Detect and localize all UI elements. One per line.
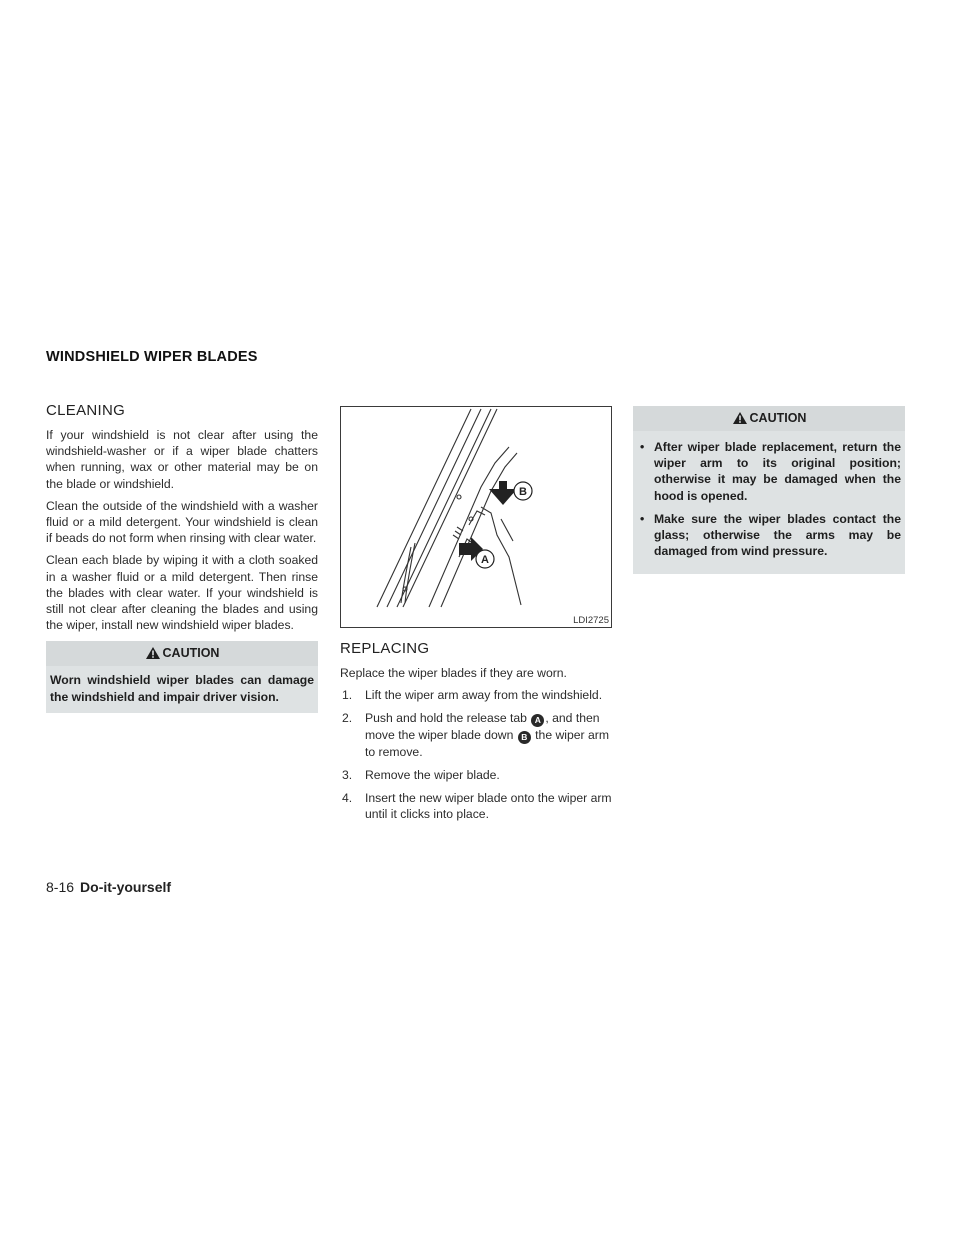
cleaning-column — [46, 402, 318, 713]
caution-column — [633, 402, 905, 574]
warning-triangle-icon — [732, 411, 748, 425]
caution-header — [633, 406, 905, 431]
caution-item: • After wiper blade replacement, return the wiper arm to its original position; otherwise it may be damaged when the hood is opened. — [637, 439, 901, 504]
caution-header — [46, 641, 318, 666]
page-footer — [46, 879, 171, 895]
step-item: 2. Push and hold the release tab A , and then move the wiper blade down B the wiper arm to remove. — [342, 711, 609, 759]
figure-label-b: B — [519, 486, 527, 498]
page-number: 8-16 — [46, 879, 75, 895]
replacing-intro: Replace the wiper blades if they are worn. — [340, 666, 567, 680]
replacing-heading: REPLACING — [340, 640, 430, 657]
step-item: 3. Remove the wiper blade. — [342, 767, 500, 782]
cleaning-paragraph: Clean each blade by wiping it with a cloth soaked in a washer fluid or a mild detergent. Then rinse the blades with clear water. If your windshield is still not clear after cleaning the blades and using the wiper, install new windshield wiper blades. — [46, 553, 318, 633]
arrow-b-icon — [489, 481, 517, 505]
footer-section-name: Do-it-yourself — [80, 879, 172, 895]
caution-box — [633, 406, 905, 574]
wiper-illustration — [340, 406, 612, 628]
section-title: WINDSHIELD WIPER BLADES — [46, 349, 258, 365]
caution-title: CAUTION — [749, 411, 807, 425]
caution-box — [46, 641, 318, 712]
figure-label-a: A — [481, 554, 489, 566]
cleaning-paragraph: Clean the outside of the windshield with a washer fluid or a mild detergent. Your windshield is clean if beads do not form when rinsing with clear water. — [46, 498, 318, 546]
replacing-steps — [340, 687, 612, 822]
caution-item: • Make sure the wiper blades contact the glass; otherwise the arms may be damaged from wind pressure. — [637, 511, 901, 560]
step-item: 4. Insert the new wiper blade onto the wiper arm until it clicks into place. — [342, 791, 612, 822]
caution-list — [633, 431, 905, 559]
caution-text: Worn windshield wiper blades can damage the windshield and impair driver vision. — [50, 673, 314, 704]
figure-code: LDI2725 — [573, 615, 609, 626]
badge-b: B — [518, 731, 531, 744]
step-item: 1. Lift the wiper arm away from the windshield. — [342, 688, 603, 703]
badge-a: A — [531, 714, 544, 727]
replacing-column — [340, 402, 612, 829]
caution-title: CAUTION — [162, 646, 220, 661]
cleaning-heading: CLEANING — [46, 402, 126, 419]
cleaning-paragraph: If your windshield is not clear after using the windshield-washer or if a wiper blade chatters when running, wax or other material may be on the blade or windshield. — [46, 428, 318, 491]
warning-triangle-icon — [145, 646, 161, 660]
